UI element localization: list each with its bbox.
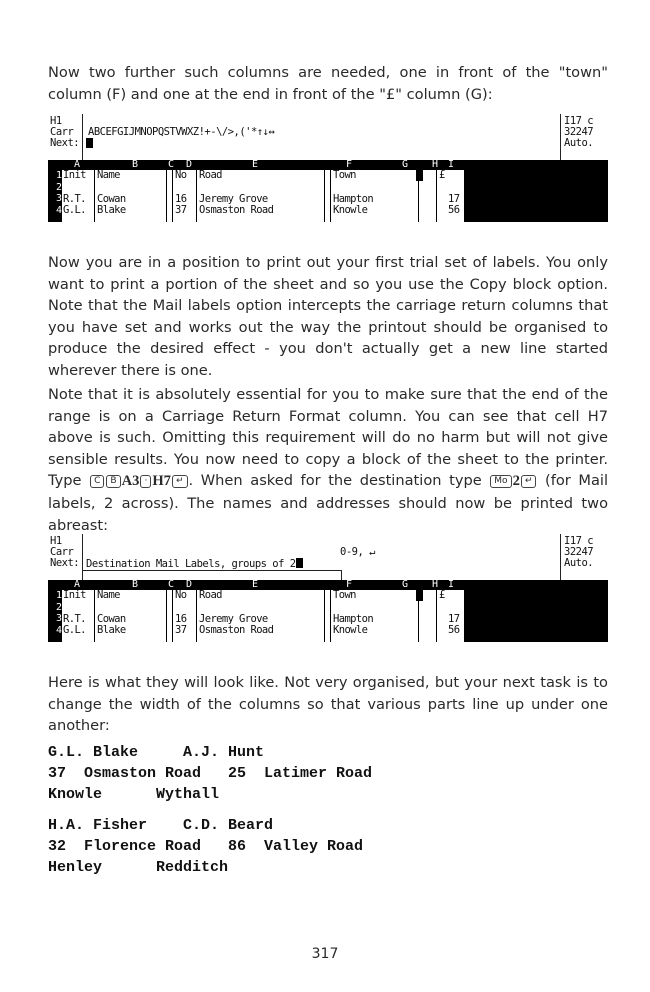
- header-pound: £: [439, 169, 445, 181]
- sheet-grid: [48, 160, 608, 222]
- header-road: Road: [199, 169, 222, 181]
- row-numbers: [48, 170, 62, 222]
- cell-b3: Cowan: [97, 613, 126, 625]
- next-label: Next:: [50, 137, 80, 149]
- memory-readout: I17 c: [564, 535, 594, 547]
- cell-d3: 16: [175, 193, 187, 205]
- col-d: D: [186, 579, 193, 590]
- cell-e4: Osmaston Road: [199, 624, 274, 636]
- col-c: C: [168, 159, 175, 170]
- printed-labels: [48, 742, 372, 878]
- range-end: H7: [152, 473, 171, 490]
- return-key-icon: ↵: [172, 475, 188, 488]
- cell-e3: Jeremy Grove: [199, 193, 268, 205]
- row-4: 4: [55, 204, 62, 216]
- cell-b4: Blake: [97, 204, 126, 216]
- cell-f3: Hampton: [333, 613, 374, 625]
- divider: [560, 114, 561, 160]
- cell-i3: 17: [448, 613, 460, 625]
- header-town: Town: [333, 169, 356, 181]
- col-h: H: [432, 159, 439, 170]
- label-spacer: [48, 805, 372, 815]
- header-town: Town: [333, 589, 356, 601]
- label-line: 37 Osmaston Road 25 Latimer Road: [48, 765, 373, 782]
- col-g: G: [402, 579, 409, 590]
- key-mo: Mo: [490, 475, 511, 488]
- key-dot: ·: [140, 475, 151, 488]
- row-2: 2: [55, 181, 62, 193]
- prompt-text: Destination Mail Labels, groups of 2: [86, 558, 296, 570]
- memory-readout: I17 c: [564, 115, 594, 127]
- cell-f4: Knowle: [333, 204, 368, 216]
- cell-e3: Jeremy Grove: [199, 613, 268, 625]
- cell-d4: 37: [175, 624, 187, 636]
- row-3: 3: [55, 193, 62, 204]
- range-readout: 0-9, ↵: [340, 546, 375, 558]
- format-label: Carr: [50, 126, 74, 138]
- page-number: 317: [311, 946, 339, 962]
- next-label: Next:: [50, 557, 80, 569]
- header-no: No: [175, 169, 187, 181]
- label-line: Henley Redditch: [48, 859, 229, 876]
- spreadsheet-screen-2: [48, 534, 608, 656]
- col-e: E: [252, 579, 259, 590]
- format-label: Carr: [50, 546, 74, 558]
- spreadsheet-screen-1: [48, 114, 608, 236]
- recalc-mode: Auto.: [564, 557, 594, 569]
- status-area: [48, 114, 608, 160]
- row-2: 2: [55, 601, 62, 613]
- format-column-marker: [416, 590, 423, 601]
- cell-ref: H1: [50, 115, 62, 127]
- format-column-marker: [416, 170, 423, 181]
- cell-a4: G.L.: [63, 624, 86, 636]
- cell-i3: 17: [448, 193, 460, 205]
- col-d: D: [186, 159, 193, 170]
- col-a: A: [74, 579, 81, 590]
- return-key-icon: ↵: [521, 475, 537, 488]
- label-line: H.A. Fisher C.D. Beard: [48, 817, 274, 834]
- instr-text-3: (for Mail labels, 2 across). The names and addresses should now be printed two abreast:: [48, 472, 608, 534]
- header-name: Name: [97, 169, 120, 181]
- cell-d4: 37: [175, 204, 187, 216]
- row-1: 1: [55, 170, 62, 181]
- divider: [82, 114, 83, 160]
- key-b: B: [106, 475, 120, 488]
- header-name: Name: [97, 589, 120, 601]
- input-cursor: [86, 138, 93, 150]
- row-numbers: [48, 590, 62, 642]
- header-init: Init: [63, 169, 86, 181]
- header-road: Road: [199, 589, 222, 601]
- col-f: F: [346, 159, 353, 170]
- cell-area: [62, 170, 464, 222]
- status-area: [48, 534, 608, 580]
- sheet-grid: [48, 580, 608, 642]
- row-3: 3: [55, 613, 62, 624]
- cell-b3: Cowan: [97, 193, 126, 205]
- row-1: 1: [55, 590, 62, 601]
- column-letters: [62, 160, 464, 170]
- cell-a3: R.T.: [63, 613, 86, 625]
- memory-free: 32247: [564, 126, 594, 138]
- cell-a3: R.T.: [63, 193, 86, 205]
- instructions-paragraph: [48, 384, 608, 536]
- header-init: Init: [63, 589, 86, 601]
- col-f: F: [346, 579, 353, 590]
- header-no: No: [175, 589, 187, 601]
- header-pound: £: [439, 589, 445, 601]
- cell-i4: 56: [448, 204, 460, 216]
- divider: [560, 534, 561, 580]
- cell-area: [62, 590, 464, 642]
- recalc-mode: Auto.: [564, 137, 594, 149]
- group-count: 2: [512, 473, 520, 490]
- col-e: E: [252, 159, 259, 170]
- cell-e4: Osmaston Road: [199, 204, 274, 216]
- col-b: B: [132, 579, 139, 590]
- instr-text-1: Note that it is absolutely essential for you to make sure that the end of the range is on a Carriage Return Format column. You can see that cell H7 above is such. Omitting this requirement will do no harm but will not give sensible results. You now need to copy a block of the sheet to the printer. Type: [48, 386, 608, 490]
- cell-f3: Hampton: [333, 193, 374, 205]
- col-g: G: [402, 159, 409, 170]
- cell-ref: H1: [50, 535, 62, 547]
- col-b: B: [132, 159, 139, 170]
- destination-prompt: [86, 558, 303, 570]
- memory-free: 32247: [564, 546, 594, 558]
- cell-b4: Blake: [97, 624, 126, 636]
- column-letters: [62, 580, 464, 590]
- closing-paragraph: Here is what they will look like. Not very organised, but your next task is to change the width of the columns so that various parts line up under one another:: [48, 674, 608, 735]
- intro-paragraph: Now two further such columns are needed, one in front of the "town" column (F) and one at the end in front of the "£" column (G):: [48, 64, 608, 103]
- col-a: A: [74, 159, 81, 170]
- label-line: Knowle Wythall: [48, 786, 220, 803]
- format-charset: ABCEFGIJMNOPQSTVWXZ!+-\/>,('*↑↓↔: [88, 126, 275, 138]
- instr-text-2: . When asked for the destination type: [188, 472, 482, 490]
- col-h: H: [432, 579, 439, 590]
- body-paragraph: Now you are in a position to print out your first trial set of labels. You only want to print a portion of the sheet and so you use the Copy block option. Note that the Mail labels option intercepts the carriage return columns that you have set and works out the way the printout should be organised to produce the desired effect - you don't actually get a new line started wherever there is one.: [48, 254, 608, 379]
- col-i: I: [448, 579, 455, 590]
- cell-a4: G.L.: [63, 204, 86, 216]
- label-line: G.L. Blake A.J. Hunt: [48, 744, 265, 761]
- col-i: I: [448, 159, 455, 170]
- cell-f4: Knowle: [333, 624, 368, 636]
- range-start: A3: [121, 473, 140, 490]
- cell-i4: 56: [448, 624, 460, 636]
- key-c: C: [90, 475, 104, 488]
- row-4: 4: [55, 624, 62, 636]
- col-c: C: [168, 579, 175, 590]
- cell-d3: 16: [175, 613, 187, 625]
- label-line: 32 Florence Road 86 Valley Road: [48, 838, 364, 855]
